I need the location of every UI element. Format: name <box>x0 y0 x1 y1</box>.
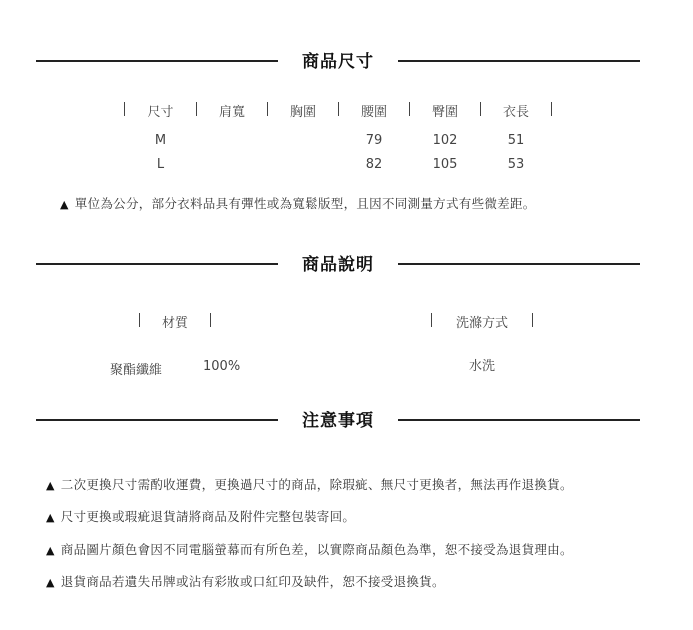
size-note <box>60 194 536 212</box>
triangle-icon: ▲ <box>46 479 55 492</box>
notice-text: 二次更換尺寸需酌收運費，更換過尺寸的商品，除瑕疵、無尺寸更換者，無法再作退換貨。 <box>60 477 573 492</box>
size-section-header <box>36 45 640 75</box>
column-header-length: 衣長 <box>502 105 529 120</box>
column-header-shoulder: 肩寬 <box>218 105 245 120</box>
material-percent: 100% <box>203 359 241 374</box>
size-cell: L <box>156 157 165 172</box>
notice-text: 商品圖片顏色會因不同電腦螢幕而有所色差，以實際商品顏色為準，恕不接受為退貨理由。 <box>60 542 573 557</box>
divider-line <box>36 419 278 421</box>
waist-cell: 82 <box>365 157 383 172</box>
material-value: 聚酯纖維 <box>110 363 163 378</box>
list-item <box>46 540 573 558</box>
notice-text: 退貨商品若遺失吊牌或沾有彩妝或口紅印及缺件，恕不接受退換貨。 <box>60 574 445 589</box>
waist-cell: 79 <box>365 133 383 148</box>
wash-value: 水洗 <box>468 359 495 374</box>
desc-section-title: 商品說明 <box>302 255 374 275</box>
length-cell: 53 <box>507 157 525 172</box>
list-item <box>46 572 445 590</box>
divider-line <box>36 263 278 265</box>
triangle-icon: ▲ <box>46 544 55 557</box>
column-header-waist: 腰圍 <box>360 105 387 120</box>
triangle-icon: ▲ <box>60 198 69 211</box>
wash-label: 洗滌方式 <box>455 316 508 331</box>
label-separator <box>532 313 533 327</box>
notice-section-header <box>36 404 640 434</box>
triangle-icon: ▲ <box>46 576 55 589</box>
label-separator <box>210 313 211 327</box>
hip-cell: 102 <box>432 133 458 148</box>
column-header-chest: 胸圍 <box>289 105 316 120</box>
column-header-size: 尺寸 <box>147 105 174 120</box>
divider-line <box>398 419 640 421</box>
size-section-title: 商品尺寸 <box>302 52 374 72</box>
column-separator <box>551 102 552 116</box>
desc-section-header <box>36 248 640 278</box>
divider-line <box>36 60 278 62</box>
size-note-text: 單位為公分，部分衣料品具有彈性或為寬鬆版型，且因不同測量方式有些微差距。 <box>74 196 536 211</box>
notice-section-title: 注意事項 <box>302 411 374 431</box>
list-item <box>46 507 355 525</box>
length-cell: 51 <box>507 133 525 148</box>
column-header-hip: 臀圍 <box>431 105 458 120</box>
list-item <box>46 475 573 493</box>
size-cell: M <box>154 133 167 148</box>
hip-cell: 105 <box>432 157 458 172</box>
divider-line <box>398 60 640 62</box>
material-label: 材質 <box>161 316 188 331</box>
divider-line <box>398 263 640 265</box>
notice-text: 尺寸更換或瑕疵退貨請將商品及附件完整包裝寄回。 <box>60 509 356 524</box>
triangle-icon: ▲ <box>46 511 55 524</box>
